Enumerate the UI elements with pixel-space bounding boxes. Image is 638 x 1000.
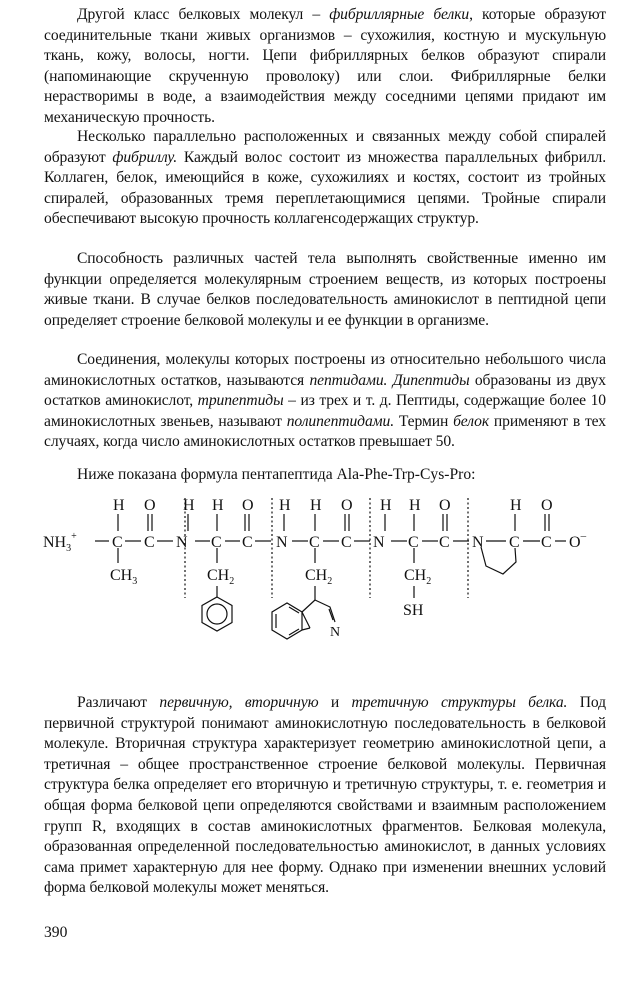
emphasis-term: трипептиды bbox=[197, 392, 284, 410]
atom-c-carbonyl: C bbox=[541, 534, 552, 551]
atom-n: N bbox=[276, 534, 288, 551]
formula-bonds bbox=[118, 498, 566, 639]
paragraph-fibrillar-proteins bbox=[44, 5, 606, 129]
formula-caption: Ниже показана формула пентапептида Ala-Phe-Trp-Cys-Pro: bbox=[77, 466, 476, 483]
text-run: Несколько параллельно расположенных и связанных между собой спиралей образуют bbox=[44, 128, 606, 166]
text-run: Каждый волос состоит из множества параллельных фибрилл. Коллаген, белок, имеющийся в коже, сухожилиях и костях, состоит из тройных спиралей, образованных тремя переплетающимися цепями. Тройные спирали обеспечивают высокую прочность коллагенсодержащих структур. bbox=[44, 148, 606, 228]
atom-c-carbonyl: C bbox=[439, 534, 450, 551]
atom-h: H bbox=[510, 497, 522, 514]
pentapeptide-formula bbox=[40, 490, 600, 685]
amino-terminus: $NH_3^+$ bbox=[43, 531, 77, 554]
atom-c-carbonyl: C bbox=[341, 534, 352, 551]
page-number: 390 bbox=[44, 924, 68, 941]
atom-n: N bbox=[373, 534, 385, 551]
atom-c-alpha: C bbox=[309, 534, 320, 551]
text-run: Термин bbox=[394, 412, 454, 430]
emphasis-term: пептидами. bbox=[309, 371, 388, 389]
emphasis-term: фибриллу. bbox=[112, 148, 178, 166]
atom-o: O bbox=[341, 497, 353, 514]
atom-c-alpha: C bbox=[112, 534, 123, 551]
atom-h: H bbox=[409, 497, 421, 514]
atom-h: H bbox=[113, 497, 125, 514]
text-run: – из трех и т. д. Пептиды, содержащие более 10 аминокислотных звеньев, называют bbox=[44, 392, 606, 430]
paragraph-peptides bbox=[44, 350, 606, 453]
emphasis-term: белок bbox=[453, 412, 490, 430]
atom-c-alpha: C bbox=[509, 534, 520, 551]
methylene-group: $CH_2$ bbox=[207, 567, 235, 587]
atom-h: H bbox=[183, 497, 195, 514]
paragraph-fibril bbox=[44, 127, 606, 230]
emphasis-term: полипептидами. bbox=[286, 412, 394, 430]
methylene-group: $CH_2$ bbox=[305, 567, 333, 587]
paragraph-molecular-structure: Способность различных частей тела выполнять свойственные именно им функции определяется молекулярным строением веществ, из которых построены живые ткани. В случае белков последовательность аминокислот в пептидной цепи определяет строение белковой молекулы и ее функции в организме. bbox=[44, 250, 606, 329]
text-run: Другой класс белковых молекул – bbox=[77, 6, 330, 23]
atom-h: H bbox=[310, 497, 322, 514]
atom-o: O bbox=[242, 497, 254, 514]
atom-h: H bbox=[380, 497, 392, 514]
thiol-group: SH bbox=[403, 602, 424, 619]
text-run: , которые образуют соединительные ткани живых организмов – сухожилия, костную и мускульную ткань, кожу, волосы, ногти. Цепи фибриллярных белков образуют спирали (напоминающие скрученную проволоку) или слои. Фибриллярные белки нерастворимы в воде, а взаимодействия между соседними цепями придают им механическую прочность. bbox=[44, 6, 607, 126]
methyl-group: $CH_3$ bbox=[110, 567, 138, 587]
emphasis-term: Дипептиды bbox=[392, 371, 470, 389]
atom-c-alpha: C bbox=[211, 534, 222, 551]
atom-h: H bbox=[212, 497, 224, 514]
text-run: Соединения, молекулы которых построены из относительно небольшого числа аминокислотных остатков, называются bbox=[44, 351, 606, 389]
atom-o: O bbox=[144, 497, 156, 514]
atom-o: O bbox=[541, 497, 553, 514]
atom-c-carbonyl: C bbox=[144, 534, 155, 551]
text-run: образованы из двух остатков аминокислот, bbox=[44, 371, 606, 410]
atom-n: N bbox=[472, 534, 484, 551]
atom-c-alpha: C bbox=[408, 534, 419, 551]
atom-h: H bbox=[279, 497, 291, 514]
emphasis-term: первичную, вторичную bbox=[159, 694, 319, 711]
emphasis-term: фибриллярные белки bbox=[329, 6, 470, 23]
atom-c-carbonyl: C bbox=[242, 534, 253, 551]
atom-o: O bbox=[439, 497, 451, 514]
paragraph-protein-structure bbox=[44, 693, 606, 899]
methylene-group: $CH_2$ bbox=[404, 567, 432, 587]
atom-n: N bbox=[176, 534, 188, 551]
text-run: Различают bbox=[77, 694, 160, 711]
text-run: и bbox=[318, 694, 352, 711]
emphasis-term: третичную структуры белка. bbox=[351, 694, 568, 711]
carboxylate-oxygen: O– bbox=[569, 530, 587, 551]
text-run: применяют в тех случаях, когда число аминокислотных остатков превышает 50. bbox=[44, 412, 606, 451]
atom-n-indole: N bbox=[330, 625, 341, 640]
text-run: Под первичной структурой понимают аминокислотную последовательность в белковой молекуле. Вторичная структура характеризует геометрию аминокислотной цепи, а третичная – общее пространственное строение белковой молекулы. Первичная структура белка определяет его вторичную и третичную структуры, т. е. геометрия и общая форма белковой цепи определяются свойствами и взаимным расположением групп R, входящих в состав аминокислотных фрагментов. Белковая молекула, образованная определенной последовательностью аминокислот, в данных условиях сама примет характерную для нее форму. Однако при изменении внешних условий форма белковой молекулы может меняться. bbox=[44, 694, 606, 897]
